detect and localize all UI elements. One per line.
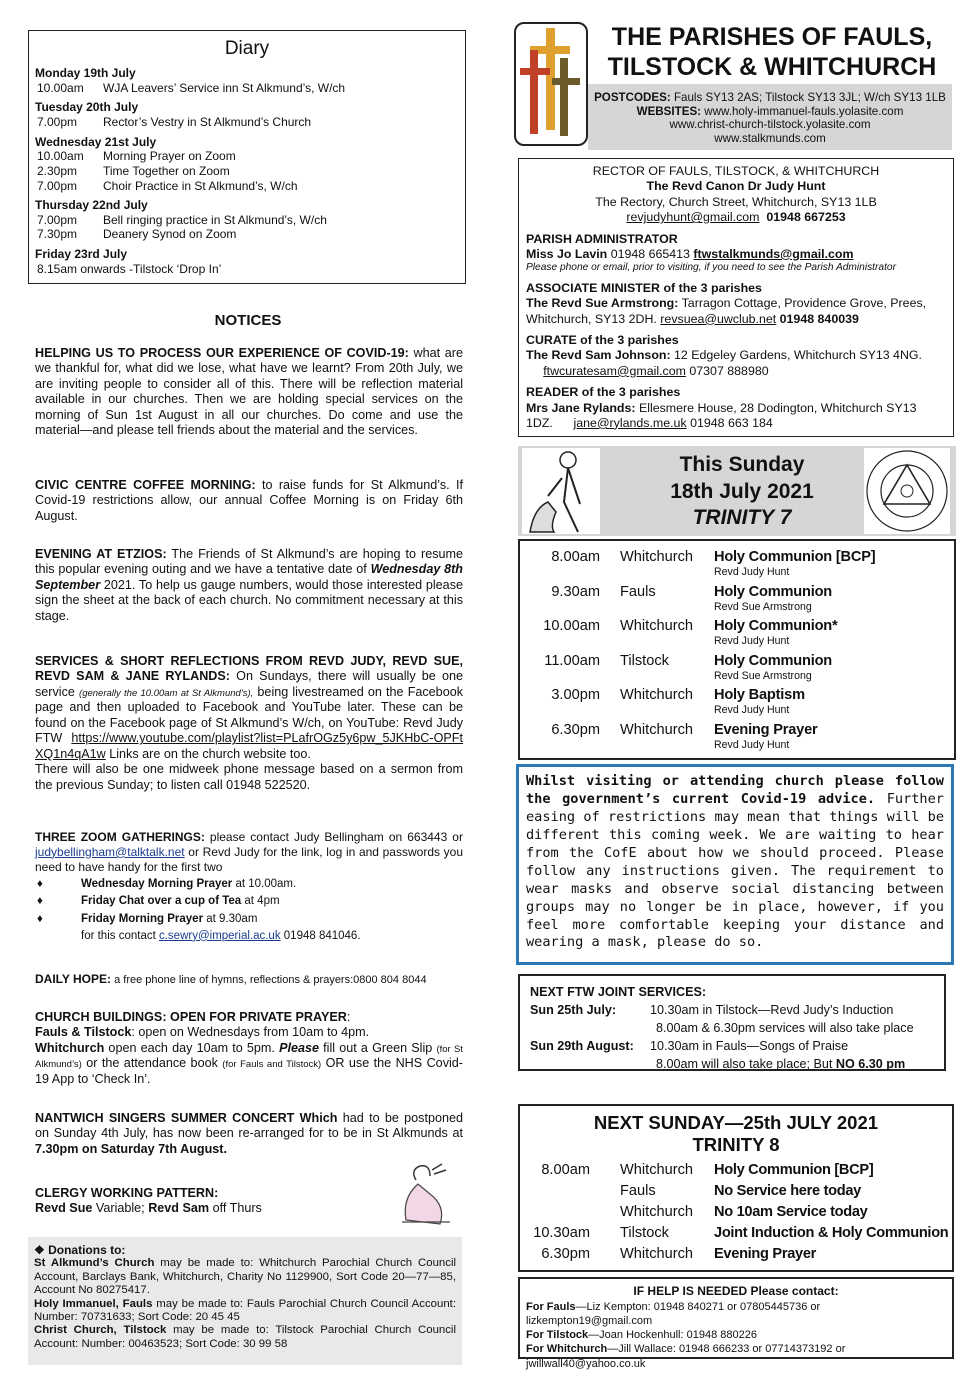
curate-title: CURATE of the 3 parishes [526, 333, 679, 348]
notice-zoom-heading: THREE ZOOM GATHERINGS: [35, 830, 205, 844]
next-sunday-title [520, 1112, 952, 1156]
zoom-gathering-name: Friday Chat over a cup of Tea [81, 895, 242, 908]
diary-entry-text: Morning Prayer on Zoom [103, 149, 236, 164]
help-title: IF HELP IS NEEDED Please contact: [633, 1284, 839, 1298]
service-place: Tilstock [620, 652, 669, 669]
clergy-sam: Revd Sam [148, 1201, 210, 1216]
diary-entry-text: Time Together on Zoom [103, 163, 230, 178]
covid-advice-heading: Whilst visiting or attending church please follow the government’s current Covid-19 advice. [526, 773, 944, 807]
this-sunday-title [600, 452, 884, 532]
notice-services-phone: There will also be one midweek phone message based on a sermon from the previous Sunday; to listen call 01948 522520. [35, 762, 463, 792]
next-service-place: Whitchurch [620, 1246, 693, 1262]
diary-day-heading: Friday 23rd July [35, 247, 128, 262]
trinity-symbol-emblem [864, 448, 950, 534]
donation-alkmunds-details: may be made to: Whitchurch Parochial Church Council Account, Barclays Bank, Whitchurch, Charity No 1129900, Sort Code 20—77—85, Account No 80275417. [34, 1257, 457, 1297]
notice-covid-body: what are we thankful for, what did we lose, what have we learnt? From 20th July, we are inviting people to consider all of this. There will be reflection material available in our churches. Then we are holding special services on the morning of Sun 1st August in all our churches. Do come and use the material—and please tell friends about the material and the services. [35, 346, 463, 438]
diary-day [35, 100, 459, 129]
notice-services-body: On Sundays, there will usually be one service [35, 669, 463, 699]
diary-title: Diary [224, 38, 270, 59]
notice-nantwich [35, 1111, 463, 1157]
rector-phone: 01948 667253 [766, 210, 846, 225]
bullet-icon: ♦ [37, 878, 43, 891]
joint-date-2: Sun 29th August: [530, 1038, 634, 1053]
next-sunday-date: NEXT SUNDAY—25th JULY 2021 [593, 1112, 879, 1133]
service-name: Holy Communion [714, 583, 832, 600]
please-emphasis: Please [279, 1040, 320, 1055]
diary-entry [35, 149, 459, 164]
diary-days [35, 66, 459, 276]
next-service-time: 10.30am [533, 1225, 590, 1241]
diary-day [35, 198, 459, 242]
reader-email[interactable]: jane@rylands.me.uk [573, 415, 687, 430]
associate-phone: 01948 840039 [776, 311, 859, 326]
help-whitchurch-contact: —Jill Wallace: 01948 666233 or 07714373192 or jwillwall40@yahoo.co.uk [526, 1343, 846, 1370]
admin-note: Please phone or email, prior to visiting, if you need to see the Parish Administrator [526, 262, 896, 274]
jesus-healing-illustration [522, 448, 600, 534]
diary-entry-time: 7.30pm [37, 227, 78, 242]
diary-entry-time: 10.00am [37, 80, 84, 95]
service-cleric: Revd Sue Armstrong [714, 669, 812, 682]
notice-daily-hope [35, 972, 463, 988]
admin-name: Miss Jo Lavin [526, 246, 608, 261]
rector-block [526, 164, 946, 226]
notice-clergy [35, 1186, 365, 1217]
zoom-contact-email[interactable]: c.sewry@imperial.ac.uk [158, 929, 281, 942]
admin-block [526, 232, 946, 275]
clergy-sue-pattern: Variable; [92, 1201, 149, 1216]
next-sunday-trinity: TRINITY 8 [692, 1134, 780, 1156]
rector-name: The Revd Canon Dr Judy Hunt [646, 179, 826, 194]
joint-services-title: NEXT FTW JOINT SERVICES: [530, 985, 707, 999]
buildings-text3: OR use the NHS Covid-19 App to ‘Check In’. [35, 1056, 463, 1086]
postcodes-value: Fauls SY13 2AS; Tilstock SY13 3JL; W/ch SY13 1LB [670, 91, 946, 104]
parish-title-line2: TILSTOCK & WHITCHURCH [607, 53, 937, 81]
joint-service-1: 10.30am in Tilstock—Revd Judy’s Induction [650, 1002, 894, 1017]
rector-address: The Rectory, Church Street, Whitchurch, SY13 1LB [595, 194, 877, 209]
postcodes-label: POSTCODES: [594, 91, 671, 104]
notice-covid [35, 346, 463, 439]
buildings-text: fill out a Green Slip [319, 1040, 437, 1055]
next-service-name: No 10am Service today [714, 1204, 868, 1220]
next-service-time: 8.00am [541, 1162, 590, 1178]
diary-entry [35, 213, 459, 228]
notice-etzios [35, 547, 463, 624]
notice-civic-heading: CIVIC CENTRE COFFEE MORNING: [35, 478, 256, 492]
diary-box [28, 30, 466, 284]
service-place: Whitchurch [620, 721, 693, 738]
next-service-place: Tilstock [620, 1225, 669, 1241]
associate-title: ASSOCIATE MINISTER of the 3 parishes [526, 280, 762, 295]
zoom-gathering-text [81, 877, 296, 891]
diary-entry [35, 262, 459, 277]
service-name: Holy Communion [BCP] [714, 549, 876, 565]
next-service-name: No Service here today [714, 1183, 861, 1199]
diary-entry [35, 227, 459, 242]
associate-address: Tarragon Cottage, Providence Grove, Prees, Whitchurch, SY13 2DH. [526, 296, 927, 326]
bullet-icon: ♦ [37, 895, 43, 908]
curate-email[interactable]: ftwcuratesam@gmail.com [543, 363, 686, 378]
notice-zoom [35, 830, 463, 943]
service-place: Fauls [620, 583, 656, 600]
notice-buildings-heading: CHURCH BUILDINGS: OPEN FOR PRIVATE PRAYER [35, 1010, 347, 1024]
fauls-tilstock-hours: : open on Wednesdays from 10am to 4pm. [131, 1025, 370, 1040]
diary-day-heading: Wednesday 21st July [35, 134, 157, 149]
notice-etzios-body2: 2021. To help us gauge numbers, would those interested please sign the sheet at the back of each church. No commitment necessary at this stage. [35, 577, 463, 623]
donation-tilstock-name: Christ Church, Tilstock [34, 1324, 167, 1337]
donation-alkmunds-name: St Alkmund’s Church [34, 1257, 155, 1270]
websites-label: WEBSITES: [636, 104, 702, 118]
diary-day [35, 135, 459, 194]
notice-nantwich-body: had to be postponed on Sunday 4th July, has now been re-arranged for to be in St Alkmunds at [35, 1111, 463, 1141]
zoom-gathering-text [81, 912, 257, 926]
rector-title: RECTOR OF FAULS, TILSTOCK, & WHITCHURCH [592, 164, 880, 178]
donations-title: ❖ Donations to: [34, 1243, 126, 1257]
diary-day-heading: Thursday 22nd July [35, 198, 148, 213]
zoom-gathering-time: at 9.30am [203, 912, 258, 925]
next-sunday-box [518, 1104, 954, 1272]
reader-phone: 01948 663 184 [686, 415, 773, 430]
help-contacts-box [518, 1277, 954, 1370]
reader-address: Ellesmere House, 28 Dodington, Whitchurch SY13 1DZ. [526, 400, 917, 430]
parish-title [598, 22, 946, 82]
buildings-note1: (for St Alkmund’s) [35, 1043, 463, 1071]
service-time: 8.00am [551, 549, 600, 565]
next-service-time: 6.30pm [541, 1246, 590, 1262]
postcodes-websites [588, 84, 952, 150]
service-cleric: Revd Judy Hunt [714, 566, 790, 578]
whitchurch-hours: open each day 10am to 5pm. [104, 1040, 280, 1055]
notice-zoom-body2: or Revd Judy for the link, log in and passwords you need to have handy for the first two [35, 844, 463, 874]
zoom-email-link[interactable]: judybellingham@talktalk.net [35, 844, 185, 859]
service-time: 3.00pm [551, 687, 600, 703]
service-place: Whitchurch [620, 549, 693, 565]
diary-entry-text: WJA Leavers’ Service inn St Alkmund’s, W/ch [103, 80, 346, 95]
zoom-gathering-time: at 4pm [241, 895, 280, 908]
clergy-sam-pattern: off Thurs [209, 1201, 262, 1216]
zoom-gathering-text [81, 894, 280, 908]
service-place: Whitchurch [620, 687, 693, 703]
diary-day-heading: Tuesday 20th July [35, 100, 139, 115]
curate-address: 12 Edgeley Gardens, Whitchurch SY13 4NG. [670, 348, 922, 363]
admin-title: PARISH ADMINISTRATOR [526, 231, 678, 246]
youtube-link[interactable]: https://www.youtube.com/playlist?list=PLafrOGz5y6pw_5JKHbC-OPFtXQ1n4qA1w [35, 731, 463, 761]
notice-services [35, 654, 463, 793]
diary-entry-time: 8.15am onwards -Tilstock ‘Drop In’ [37, 261, 222, 276]
help-fauls-label: For Fauls [526, 1300, 576, 1313]
covid-advice-body: Further easing of restrictions may mean that things will be different this coming week. We are waiting to hear from the CofE about how we should proceed. Please follow any instructions given. The requirement to wear masks and observe social distancing between groups may no longer be in place, however, if you feel more comfortable keeping your distance and wearing a mask, please do so. [526, 790, 944, 951]
donations-box [28, 1237, 462, 1365]
covid-advice-box [516, 764, 954, 965]
clergy-sue: Revd Sue [35, 1201, 93, 1216]
notice-zoom-body: please contact Judy Bellingham on 663443 or [204, 830, 463, 844]
joint-service-2: 10.30am in Fauls—Songs of Praise [650, 1038, 849, 1053]
praying-figure-illustration [388, 1162, 462, 1232]
service-name: Evening Prayer [714, 721, 818, 738]
contacts-box [518, 158, 954, 437]
zoom-contact [35, 929, 463, 943]
curate-name: The Revd Sam Johnson: [526, 348, 671, 363]
donation-fauls-details: may be made to: Fauls Parochial Church Council Account: Number: 70731633; Sort Code: 20 45 45 [34, 1297, 456, 1323]
notice-services-note: (generally the 10.00am at St Alkmund’s), [79, 687, 254, 699]
help-whitchurch-label: For Whitchurch [526, 1343, 608, 1356]
zoom-gathering-name: Friday Morning Prayer [81, 912, 204, 925]
notice-hope-body: a free phone line of hymns, reflections & prayers:0800 804 8044 [111, 974, 427, 986]
notice-hope-heading: DAILY HOPE: [35, 972, 112, 986]
notice-services-body3: Links are on the church website too. [105, 746, 311, 761]
parish-title-line1: THE PARISHES OF FAULS, [611, 23, 933, 51]
diary-entry-text: Rector’s Vestry in St Alkmund’s Church [103, 115, 312, 130]
associate-email[interactable]: revsuea@uwclub.net [660, 311, 777, 326]
reader-title: READER of the 3 parishes [526, 385, 681, 400]
donation-tilstock-details: may be made to: Tilstock Parochial Church Council Account: Number: 00463523; Sort Code: 30 99 58 [34, 1324, 456, 1350]
service-cleric: Revd Judy Hunt [714, 635, 790, 647]
notice-nantwich-date: 7.30pm on Saturday 7th August. [35, 1141, 227, 1156]
diary-entry-time: 7.00pm [37, 178, 78, 193]
website-tilstock[interactable]: www.christ-church-tilstock.yolasite.com [669, 118, 871, 132]
service-time: 11.00am [544, 652, 600, 669]
service-place: Whitchurch [620, 618, 693, 634]
fauls-tilstock-label: Fauls & Tilstock [35, 1025, 132, 1040]
service-time: 10.00am [543, 618, 600, 634]
service-cleric: Revd Sue Armstrong [714, 600, 812, 613]
this-sunday-trinity: TRINITY 7 [692, 506, 792, 530]
zoom-gathering-name: Wednesday Morning Prayer [81, 878, 233, 891]
reader-name: Mrs Jane Rylands: [526, 400, 636, 415]
notices-title: NOTICES [214, 312, 282, 329]
notice-covid-heading: HELPING US TO PROCESS OUR EXPERIENCE OF COVID-19: [35, 346, 409, 360]
joint-no-evening: NO 6.30 pm [835, 1056, 906, 1071]
website-stalkmunds[interactable]: www.stalkmunds.com [714, 132, 826, 146]
notice-etzios-heading: EVENING AT ETZIOS: [35, 547, 167, 561]
parish-crosses-logo [514, 22, 588, 146]
diary-day-heading: Monday 19th July [35, 66, 136, 81]
curate-block [526, 333, 946, 379]
buildings-note2: (for Fauls and Tilstock) [222, 1059, 322, 1071]
service-name: Holy Communion* [714, 618, 838, 634]
help-tilstock-label: For Tilstock [526, 1329, 589, 1342]
notice-etzios-body: The Friends of St Alkmund’s are hoping to resume this popular evening outing and we have a tentative date of [35, 547, 463, 577]
this-sunday-label: This Sunday [679, 453, 805, 476]
curate-phone: 07307 888980 [685, 363, 769, 378]
diary-entry [35, 81, 459, 96]
diary-entry-text: Deanery Synod on Zoom [103, 227, 237, 242]
diary-day [35, 247, 459, 276]
notice-buildings: CHURCH BUILDINGS: OPEN FOR PRIVATE PRAYER: Fauls & Tilstock: open on Wednesdays from 10am to 4pm. Whitchurch open each day 10am to 5pm. Please fill out a Green Slip (for St Alkmund’s) or the attendance book (for Fauls and Tilstock) OR use the NHS Covid-19 App to ‘Check In’. [35, 1010, 463, 1086]
bullet-icon: ♦ [37, 912, 43, 925]
joint-date-1: Sun 25th July: [530, 1002, 617, 1017]
notice-civic-body: to raise funds for St Alkmund’s. If Covid-19 restrictions allow, our annual Coffee Morning is on Friday 6th August. [35, 478, 463, 523]
this-sunday-date: 18th July 2021 [670, 479, 814, 503]
service-time: 6.30pm [551, 721, 600, 738]
admin-phone: 01948 665413 [607, 246, 694, 261]
service-cleric: Revd Judy Hunt [714, 738, 790, 751]
service-name: Holy Communion [714, 652, 832, 669]
next-service-name: Holy Communion [BCP] [714, 1162, 874, 1178]
diary-entry-time: 2.30pm [37, 163, 78, 178]
associate-name: The Revd Sue Armstrong: [526, 296, 679, 311]
joint-service-1-note: 8.00am & 6.30pm services will also take place [656, 1020, 914, 1035]
zoom-contact-phone: 01948 841046. [280, 929, 361, 942]
help-fauls-contact: —Liz Kempton: 01948 840271 or 07805445736 or lizkempton19@gmail.com [526, 1300, 821, 1327]
help-tilstock-contact: —Joan Hockenhull: 01948 880226 [588, 1329, 757, 1342]
next-service-name: Evening Prayer [714, 1246, 817, 1262]
diary-entry-time: 7.00pm [37, 115, 78, 130]
notice-clergy-heading: CLERGY WORKING PATTERN: [35, 1186, 219, 1200]
associate-block [526, 281, 946, 327]
next-service-name: Joint Induction & Holy Communion [714, 1225, 949, 1241]
buildings-text2: or the attendance book [81, 1056, 223, 1071]
notice-services-body2: being livestreamed on the Facebook page and then uploaded to Facebook and YouTube later. These can be found on the Facebook page of St Alkmund’s W/ch, on YouTube: Revd Judy FTW [35, 684, 463, 746]
joint-services-box [518, 974, 946, 1071]
notice-civic [35, 478, 463, 524]
zoom-list [35, 877, 463, 925]
next-service-place: Whitchurch [620, 1204, 693, 1220]
notice-etzios-date: Wednesday 8th September [35, 562, 463, 592]
diary-entry-text: Choir Practice in St Alkmund’s, W/ch [103, 178, 298, 193]
joint-service-2-note: 8.00am will also take place; But [656, 1056, 836, 1071]
zoom-gathering-item [35, 912, 463, 926]
zoom-gathering-time: at 10.00am. [232, 878, 297, 891]
reader-block [526, 385, 946, 431]
admin-email[interactable]: ftwstalkmunds@gmail.com [693, 246, 854, 261]
diary-entry-time: 10.00am [37, 149, 84, 164]
zoom-gathering-item [35, 877, 463, 891]
zoom-gathering-item [35, 894, 463, 908]
service-cleric: Revd Judy Hunt [714, 704, 790, 716]
service-time: 9.30am [551, 583, 600, 600]
whitchurch-label: Whitchurch [35, 1040, 105, 1055]
notice-services-heading: SERVICES & SHORT REFLECTIONS FROM REVD JUDY, REVD SUE, REVD SAM & JANE RYLANDS: [35, 654, 463, 684]
diary-entry [35, 164, 459, 179]
website-fauls[interactable]: www.holy-immanuel-fauls.yolasite.com [701, 104, 904, 118]
next-service-place: Whitchurch [620, 1162, 693, 1178]
notice-nantwich-heading: NANTWICH SINGERS SUMMER CONCERT Which [35, 1111, 338, 1125]
this-sunday-services [518, 539, 956, 760]
donation-fauls-name: Holy Immanuel, Fauls [34, 1297, 153, 1310]
diary-entry-text: Bell ringing practice in St Alkmund’s, W/ch [103, 212, 327, 227]
rector-email[interactable]: revjudyhunt@gmail.com [626, 210, 760, 225]
diary-entry [35, 179, 459, 194]
zoom-contact-label: for this contact [81, 929, 159, 942]
crosses-icon [516, 24, 586, 144]
diary-day [35, 66, 459, 95]
diary-entry [35, 115, 459, 130]
diary-entry-time: 7.00pm [37, 212, 78, 227]
next-service-place: Fauls [620, 1183, 656, 1199]
service-name: Holy Baptism [714, 687, 805, 703]
